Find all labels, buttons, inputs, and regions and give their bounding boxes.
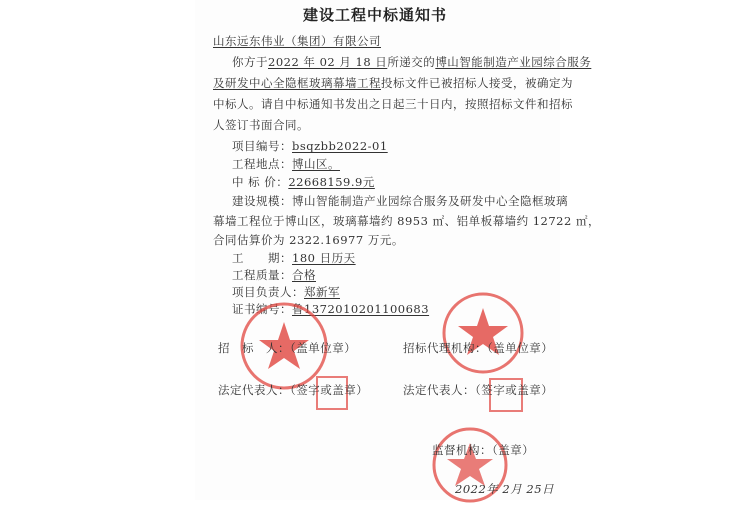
project-name: 博山智能制造产业园综合服务 xyxy=(435,55,592,69)
scale-line-2: 幕墙工程位于博山区，玻璃幕墙约 8953 ㎡、铝单板幕墙约 12722 ㎡， xyxy=(213,214,600,228)
period-row: 工 期：180 日历天 xyxy=(232,251,356,265)
project-number-row: 项目编号：bsqzbb2022-01 xyxy=(232,139,388,153)
recipient: 山东远东伟业（集团）有限公司 xyxy=(213,34,381,48)
tenderer-signature-line: 招 标 人：（盖单位章） xyxy=(218,341,357,355)
agency-seal xyxy=(440,290,526,376)
body-line-1: 你方于2022 年 02 月 18 日所递交的博山智能制造产业园综合服务 xyxy=(232,55,592,69)
body-line-4: 人签订书面合同。 xyxy=(213,118,309,132)
legal-rep-left-line: 法定代表人：（签字或盖章） xyxy=(218,383,369,397)
manager-row: 项目负责人：郑新军 xyxy=(232,285,340,299)
scale-row: 建设规模：博山智能制造产业园综合服务及研发中心全隐框玻璃 xyxy=(232,194,568,208)
submission-date: 2022 年 02 月 18 日 xyxy=(268,55,388,69)
document-title: 建设工程中标通知书 xyxy=(302,6,447,24)
body-line-3: 中标人。请自中标通知书发出之日起三十日内，按照招标文件和招标 xyxy=(213,97,573,111)
quality-row: 工程质量：合格 xyxy=(232,268,316,282)
agency-signature-line: 招标代理机构：（盖单位章） xyxy=(403,341,554,355)
supervisor-line: 监督机构：（盖章） xyxy=(432,443,535,457)
scale-line-3: 合同估算价为 2322.16977 万元。 xyxy=(213,233,404,247)
legal-rep-right-line: 法定代表人：（签字或盖章） xyxy=(403,383,554,397)
price-row: 中 标 价：22668159.9元 xyxy=(232,175,375,189)
certificate-row: 证书编号：鲁1372010201100683 xyxy=(232,302,430,316)
issue-date: 2022年 2月 25日 xyxy=(455,482,555,496)
body-line-2: 及研发中心全隐框玻璃幕墙工程投标文件已被招标人接受，被确定为 xyxy=(213,76,573,90)
location-row: 工程地点：博山区。 xyxy=(232,157,340,171)
